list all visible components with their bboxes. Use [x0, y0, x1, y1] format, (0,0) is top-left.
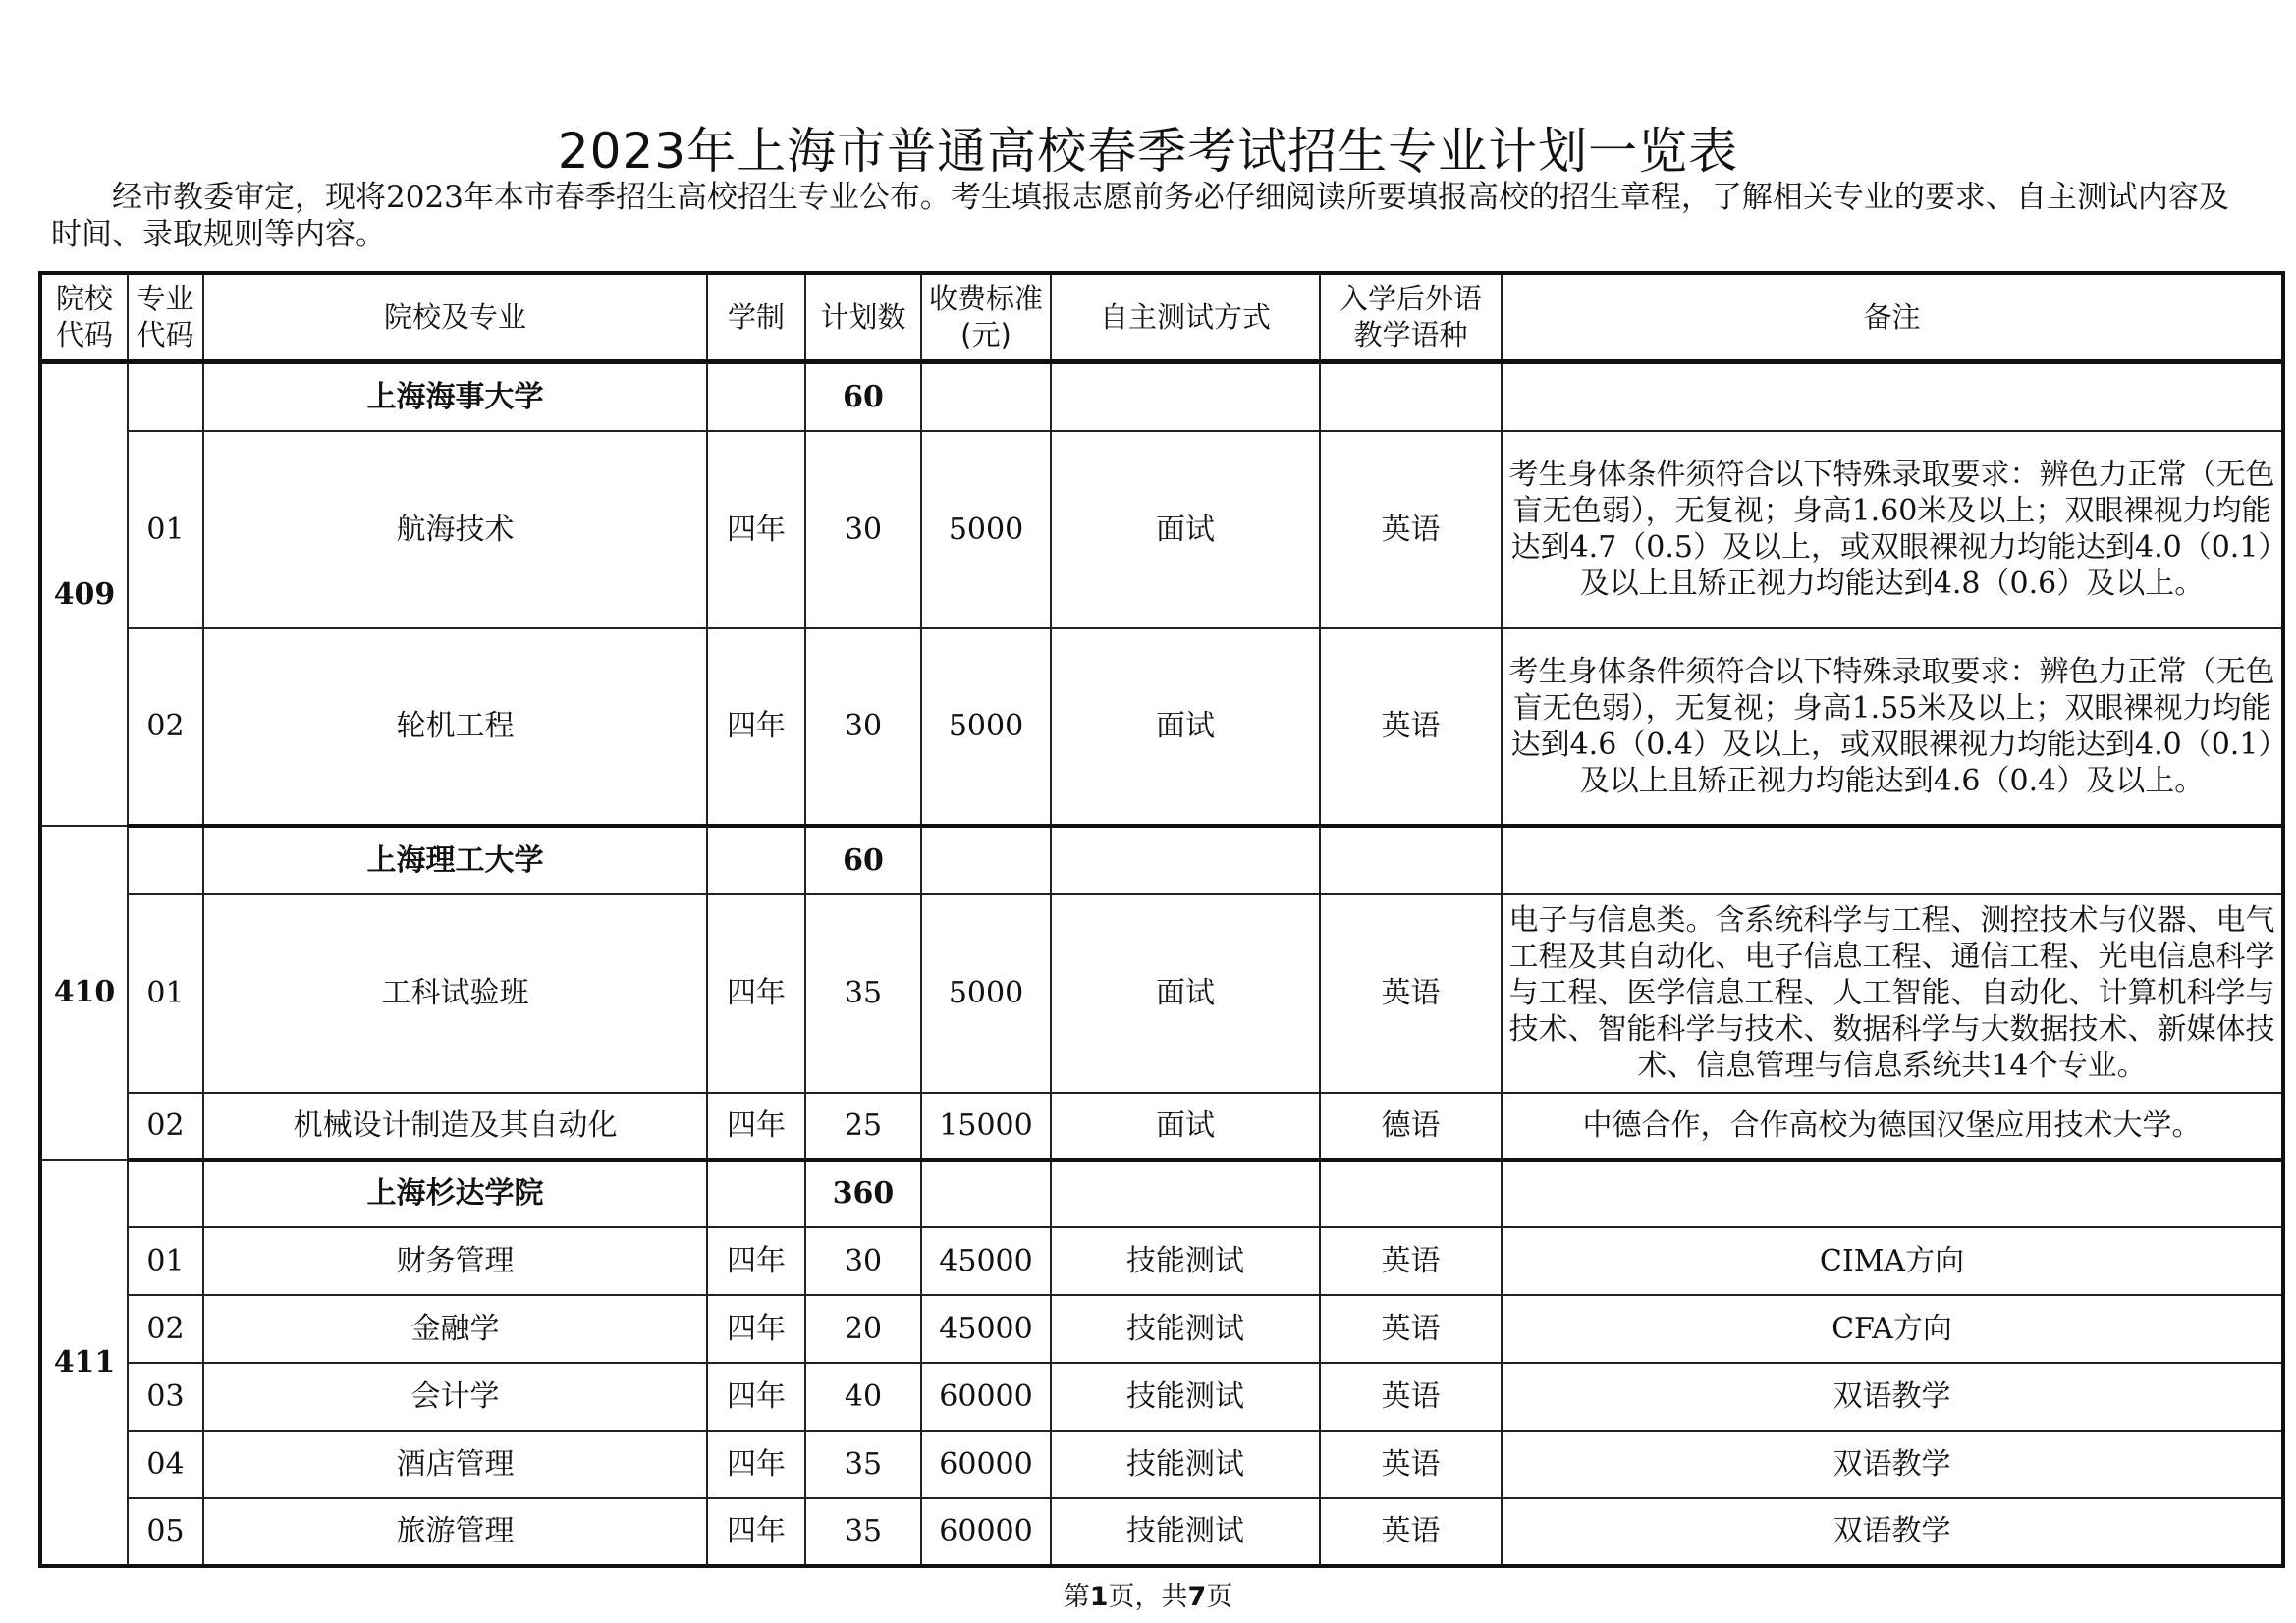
major-code: 02	[128, 1093, 203, 1160]
major-duration: 四年	[707, 1363, 805, 1431]
major-code: 01	[128, 431, 203, 628]
header-test: 自主测试方式	[1051, 273, 1320, 362]
major-name: 会计学	[203, 1363, 707, 1431]
major-fee: 5000	[921, 431, 1051, 628]
major-test: 面试	[1051, 628, 1320, 826]
major-name: 酒店管理	[203, 1431, 707, 1498]
major-plan: 35	[805, 1498, 921, 1566]
major-plan: 30	[805, 628, 921, 826]
header-school-code: 院校代码	[40, 273, 128, 362]
major-fee: 45000	[921, 1227, 1051, 1295]
major-fee: 45000	[921, 1295, 1051, 1363]
school-name: 上海杉达学院	[203, 1160, 707, 1227]
major-test: 面试	[1051, 894, 1320, 1093]
major-note: 双语教学	[1502, 1498, 2283, 1566]
major-row	[40, 1227, 2283, 1295]
major-name: 金融学	[203, 1295, 707, 1363]
major-code: 01	[128, 1227, 203, 1295]
school-total-plan: 360	[805, 1160, 921, 1227]
major-test: 技能测试	[1051, 1227, 1320, 1295]
major-note: 中德合作，合作高校为德国汉堡应用技术大学。	[1502, 1093, 2283, 1160]
major-language: 英语	[1320, 1498, 1502, 1566]
major-row	[40, 431, 2283, 628]
major-language: 英语	[1320, 1363, 1502, 1431]
major-fee: 60000	[921, 1498, 1051, 1566]
school-total-plan: 60	[805, 826, 921, 894]
major-language: 德语	[1320, 1093, 1502, 1160]
footer-page-number: 1	[1089, 1582, 1109, 1612]
major-fee: 5000	[921, 894, 1051, 1093]
page-title: 2023年上海市普通高校春季考试招生专业计划一览表	[557, 122, 1739, 180]
major-duration: 四年	[707, 894, 805, 1093]
header-major-code: 专业代码	[128, 273, 203, 362]
major-name: 机械设计制造及其自动化	[203, 1093, 707, 1160]
major-code: 03	[128, 1363, 203, 1431]
major-test: 技能测试	[1051, 1498, 1320, 1566]
major-duration: 四年	[707, 1498, 805, 1566]
major-language: 英语	[1320, 1227, 1502, 1295]
major-test: 技能测试	[1051, 1295, 1320, 1363]
major-fee: 60000	[921, 1431, 1051, 1498]
major-note: 考生身体条件须符合以下特殊录取要求：辨色力正常（无色盲无色弱），无复视；身高1.55米及以上；双眼裸视力均能达到4.6（0.4）及以上，或双眼裸视力均能达到4.0（0.1）及以上且矫正视力均能达到4.6（0.4）及以上。	[1502, 628, 2283, 826]
major-duration: 四年	[707, 628, 805, 826]
intro-paragraph: 经市教委审定，现将2023年本市春季招生高校招生专业公布。考生填报志愿前务必仔细阅读所要填报高校的招生章程，了解相关专业的要求、自主测试内容及时间、录取规则等内容。	[51, 180, 2229, 252]
major-plan: 25	[805, 1093, 921, 1160]
major-plan: 40	[805, 1363, 921, 1431]
major-duration: 四年	[707, 1295, 805, 1363]
school-row	[40, 362, 2283, 431]
major-test: 面试	[1051, 431, 1320, 628]
footer-mid: 页，共	[1108, 1582, 1188, 1612]
page-footer	[0, 1583, 2296, 1612]
major-code: 05	[128, 1498, 203, 1566]
major-code: 02	[128, 628, 203, 826]
major-fee: 60000	[921, 1363, 1051, 1431]
major-duration: 四年	[707, 431, 805, 628]
major-language: 英语	[1320, 431, 1502, 628]
major-row	[40, 1363, 2283, 1431]
school-row	[40, 1160, 2283, 1227]
school-code: 410	[40, 826, 128, 1160]
major-duration: 四年	[707, 1431, 805, 1498]
major-code: 04	[128, 1431, 203, 1498]
school-name: 上海理工大学	[203, 826, 707, 894]
major-note: 双语教学	[1502, 1363, 2283, 1431]
major-row	[40, 1498, 2283, 1566]
header-fee: 收费标准(元)	[921, 273, 1051, 362]
major-name: 轮机工程	[203, 628, 707, 826]
major-code: 01	[128, 894, 203, 1093]
major-test: 技能测试	[1051, 1431, 1320, 1498]
header-note: 备注	[1502, 273, 2283, 362]
major-note: CIMA方向	[1502, 1227, 2283, 1295]
major-row	[40, 1093, 2283, 1160]
footer-suffix: 页	[1206, 1582, 1233, 1612]
major-test: 面试	[1051, 1093, 1320, 1160]
footer-total-pages: 7	[1187, 1582, 1207, 1612]
school-name: 上海海事大学	[203, 362, 707, 431]
school-row	[40, 826, 2283, 894]
major-note: 双语教学	[1502, 1431, 2283, 1498]
header-language: 入学后外语教学语种	[1320, 273, 1502, 362]
major-plan: 30	[805, 1227, 921, 1295]
major-language: 英语	[1320, 628, 1502, 826]
school-total-plan: 60	[805, 362, 921, 431]
major-note: 考生身体条件须符合以下特殊录取要求：辨色力正常（无色盲无色弱），无复视；身高1.60米及以上；双眼裸视力均能达到4.7（0.5）及以上，或双眼裸视力均能达到4.0（0.1）及以上且矫正视力均能达到4.8（0.6）及以上。	[1502, 431, 2283, 628]
major-note: CFA方向	[1502, 1295, 2283, 1363]
major-plan: 20	[805, 1295, 921, 1363]
major-fee: 5000	[921, 628, 1051, 826]
major-fee: 15000	[921, 1093, 1051, 1160]
school-code: 409	[40, 362, 128, 826]
enrollment-plan-table	[38, 271, 2285, 1568]
major-duration: 四年	[707, 1227, 805, 1295]
major-note: 电子与信息类。含系统科学与工程、测控技术与仪器、电气工程及其自动化、电子信息工程、通信工程、光电信息科学与工程、医学信息工程、人工智能、自动化、计算机科学与技术、智能科学与技术、数据科学与大数据技术、新媒体技术、信息管理与信息系统共14个专业。	[1502, 894, 2283, 1093]
major-row	[40, 1295, 2283, 1363]
header-plan: 计划数	[805, 273, 921, 362]
major-language: 英语	[1320, 894, 1502, 1093]
major-name: 财务管理	[203, 1227, 707, 1295]
header-name: 院校及专业	[203, 273, 707, 362]
header-duration: 学制	[707, 273, 805, 362]
major-plan: 30	[805, 431, 921, 628]
major-row	[40, 1431, 2283, 1498]
major-name: 旅游管理	[203, 1498, 707, 1566]
major-row	[40, 628, 2283, 826]
major-duration: 四年	[707, 1093, 805, 1160]
major-name: 工科试验班	[203, 894, 707, 1093]
footer-prefix: 第	[1063, 1582, 1090, 1612]
major-plan: 35	[805, 894, 921, 1093]
major-language: 英语	[1320, 1431, 1502, 1498]
major-test: 技能测试	[1051, 1363, 1320, 1431]
major-language: 英语	[1320, 1295, 1502, 1363]
major-plan: 35	[805, 1431, 921, 1498]
table-header-row	[40, 273, 2283, 362]
major-name: 航海技术	[203, 431, 707, 628]
major-code: 02	[128, 1295, 203, 1363]
major-row	[40, 894, 2283, 1093]
school-code: 411	[40, 1160, 128, 1566]
